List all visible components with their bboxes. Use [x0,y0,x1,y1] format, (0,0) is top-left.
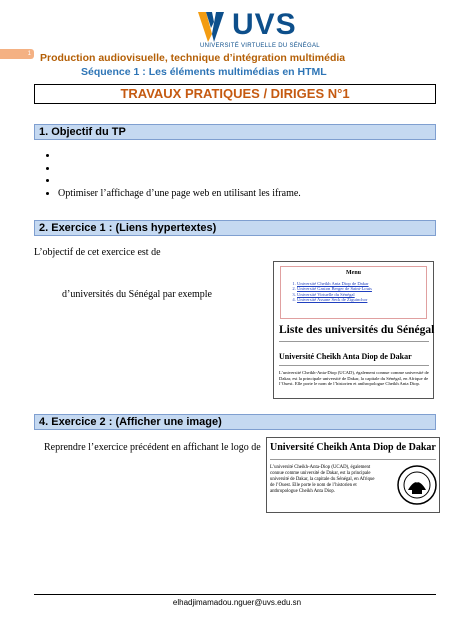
section-heading-exercice1: 2. Exercice 1 : (Liens hypertextes) [34,220,436,236]
section-heading-objectif: 1. Objectif du TP [34,124,436,140]
exercice1-text-line1: L’objectif de cet exercice est de [34,247,161,258]
divider [279,365,429,366]
exercice1-text-line2: d’universités du Sénégal par exemple [62,289,212,300]
main-title: TRAVAUX PRATIQUES / DIRIGES N°1 [120,86,350,101]
menu-frame [280,266,427,319]
uvs-logo [198,10,320,50]
bullet-item: • Optimiser l’affichage d’une page web en utilisant les iframe. [58,188,444,201]
menu-link[interactable]: 4. Université Assane Seck de Ziguinchor [297,297,372,302]
bullet-item [58,150,444,163]
section-heading-exercice2: 4. Exercice 2 : (Afficher une image) [34,414,436,430]
objectif-bullet-list [44,150,444,200]
footer-divider [34,594,436,595]
universities-page-heading: Liste des universités du Sénégal [279,324,435,336]
course-title: Production audiovisuelle, technique d’intégration multimédia [40,52,346,64]
menu-title: Menu [346,270,361,276]
menu-link[interactable]: 3. Université Virtuelle du Sénégal [297,292,372,297]
logo-text: UVS [232,8,297,41]
footer-email: elhadjimamadou.nguer@uvs.edu.sn [172,598,302,607]
bullet-item [58,175,444,188]
university-paragraph: L’université Cheikh-Anta-Diop (UCAD), également connue comme université de Dakar, est la principale université de Dakar, la capitale du Sénégal, en Afrique de l’Ouest. Elle porte le nom de l’historien et anthropologue Cheikh Anta Diop. [279,370,429,387]
page-number-badge: 1 [0,49,34,59]
divider [279,341,429,342]
main-title-box [34,84,436,104]
menu-link[interactable]: 2. Université Gaston Berger de Saint-Louis [297,286,372,291]
logo-subtitle: UNIVERSITÉ VIRTUELLE DU SÉNÉGAL [200,43,320,49]
exercice2-text: Reprendre l’exercice précédent en affichant le logo de [44,442,261,453]
menu-link[interactable]: 1. Université Cheikh Anta Diop de Dakar [297,281,372,286]
example-screenshot-logo [266,437,440,513]
ucad-seal-icon [397,460,437,510]
ucad-heading: Université Cheikh Anta Diop de Dakar [270,442,436,453]
example-screenshot-universities [273,261,434,399]
menu-link-list [289,281,372,302]
ucad-paragraph: L’université Cheikh-Anta-Diop (UCAD), également connue comme université de Dakar, est la principale université de Dakar, la capitale du Sénégal, en Afrique de l’Ouest. Elle porte le nom de l’historien et anthropologue Cheikh Anta Diop. [270,465,375,494]
sequence-title: Séquence 1 : Les éléments multimédias en HTML [81,66,327,78]
bullet-item [58,163,444,176]
university-heading: Université Cheikh Anta Diop de Dakar [279,352,412,361]
uvs-logo-mark-icon [198,12,230,42]
